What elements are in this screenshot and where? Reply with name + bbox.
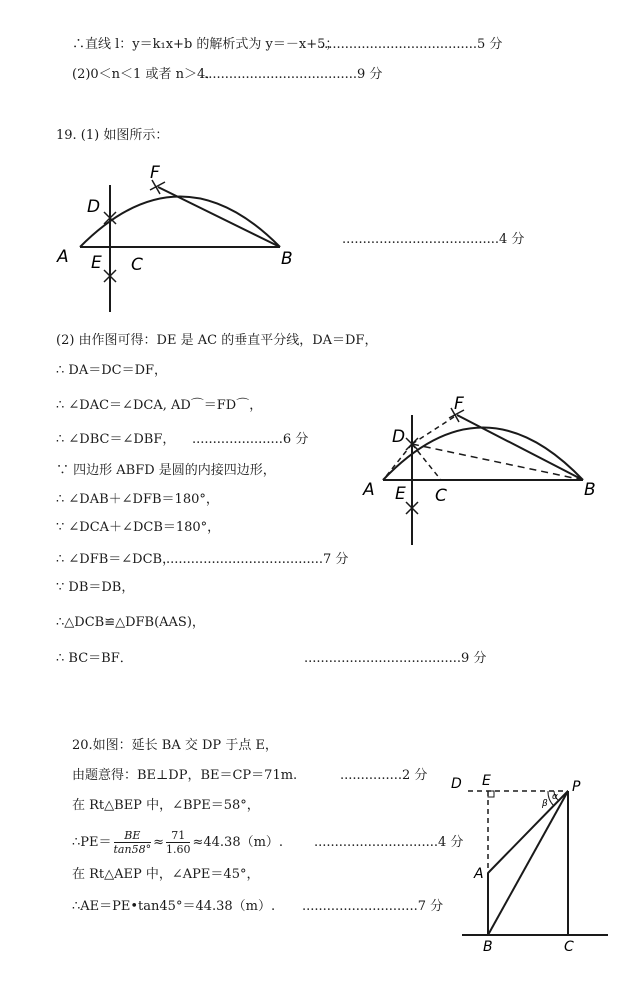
fig2-label-F: F: [454, 395, 464, 414]
q19-step-5: ∴ ∠DAB＋∠DFB＝180°，: [56, 492, 219, 507]
q19-step-9: ∴△DCB≌△DFB(AAS)，: [56, 615, 205, 630]
q20-line4-score: ..............................4 分: [314, 835, 464, 850]
q19-step-7-score: ......................................7 分: [166, 552, 349, 567]
q20-line4-pre: ∴PE＝: [72, 835, 112, 850]
q20-fraction-1-num: BE: [114, 829, 152, 843]
fig1-label-E: E: [91, 253, 102, 273]
fig1-label-C: C: [131, 255, 143, 275]
q18-line2: (2)0＜n＜1 或者 n＞4．: [72, 67, 219, 82]
q18-line1: ∴直线 l：y＝k₁x+b 的解析式为 y＝－x+5；: [72, 37, 339, 52]
fig3-label-alpha: α: [552, 792, 558, 802]
q19-step-7: ∴ ∠DFB＝∠DCB，: [56, 552, 176, 567]
fig2-label-C: C: [435, 486, 447, 506]
q20-fraction-2: [166, 829, 191, 856]
fig2-label-B: B: [584, 480, 596, 500]
fig2-label-D: D: [392, 427, 406, 447]
q20-line2-score: ...............2 分: [340, 768, 428, 783]
fig3-label-B: B: [483, 939, 493, 955]
fig1-label-F: F: [150, 163, 160, 183]
q20-line3: 在 Rt△BEP 中，∠BPE＝58°，: [72, 798, 260, 813]
q20-line4-post: ≈44.38（m）.: [192, 835, 284, 850]
fig3-label-P: P: [572, 779, 581, 795]
fig2-label-A: A: [363, 480, 375, 500]
q20-fraction-2-num: 71: [166, 829, 191, 843]
q18-line2-score: ......................................9 分: [200, 67, 383, 82]
q20-line5: 在 Rt△AEP 中，∠APE＝45°，: [72, 867, 260, 882]
fig3-label-E: E: [482, 773, 491, 789]
q20-fraction-1: [114, 829, 152, 856]
q19-score-4: ......................................4 分: [342, 232, 525, 247]
fig1-label-A: A: [57, 247, 69, 267]
q18-line1-score: ......................................5 分: [320, 37, 503, 52]
q19-step-8: ∵ DB＝DB，: [56, 580, 135, 595]
q20-fraction-2-den: 1.60: [165, 843, 191, 856]
q19-heading: 19. (1) 如图所示：: [56, 128, 169, 143]
fig3-label-A: A: [474, 866, 484, 882]
fig3-label-C: C: [564, 939, 574, 955]
q20-line6-score: ............................7 分: [302, 899, 444, 914]
q19-step-2: ∴ ∠DAC＝∠DCA, AD⌒＝FD⌒，: [56, 398, 263, 413]
q19-figure-2: [355, 395, 615, 555]
q20-fraction-1-den: tan58°: [113, 843, 152, 856]
q19-step-1: ∴ DA＝DC＝DF，: [56, 363, 168, 378]
fig3-label-D: D: [451, 776, 462, 792]
q20-figure: [440, 765, 620, 965]
q19-step-6: ∵ ∠DCA＋∠DCB＝180°，: [56, 520, 221, 535]
q19-part2-intro: (2) 由作图可得：DE 是 AC 的垂直平分线，DA＝DF，: [56, 333, 378, 348]
q19-step-10-score: ......................................9 分: [304, 651, 487, 666]
q20-approx: ≈: [153, 835, 164, 850]
fig3-label-beta: β: [542, 799, 548, 809]
q20-line2: 由题意得：BE⊥DP，BE＝CP＝71m.: [72, 768, 298, 783]
q19-step-3-score: ......................6 分: [192, 432, 309, 447]
q19-step-4: ∵ 四边形 ABFD 是圆的内接四边形，: [56, 463, 276, 478]
q19-step-3: ∴ ∠DBC＝∠DBF，: [56, 432, 176, 447]
q19-figure-1: [55, 160, 315, 320]
q20-line6: ∴AE＝PE•tan45°＝44.38（m）.: [72, 899, 276, 914]
q19-step-10: ∴ BC＝BF．: [56, 651, 133, 666]
fig1-label-B: B: [281, 249, 293, 269]
fig2-label-E: E: [395, 484, 406, 504]
q20-line4: [72, 828, 283, 858]
q20-line1: 20.如图：延长 BA 交 DP 于点 E，: [72, 738, 278, 753]
fig1-label-D: D: [87, 197, 101, 217]
